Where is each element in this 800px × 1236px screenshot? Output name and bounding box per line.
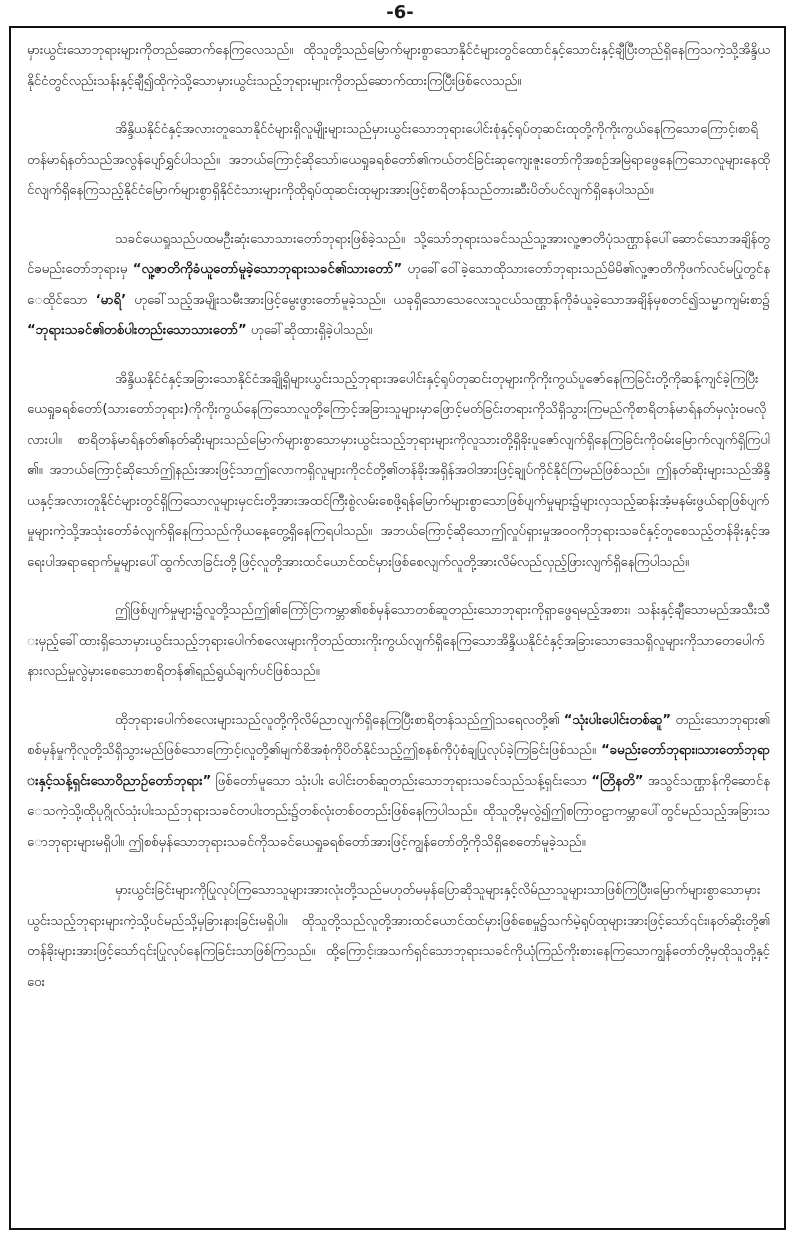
paragraph-6-text: အသွင်သဏ္ဌာန်ကိုဆောင်နေသကဲ့သို့၊ထိုပုဂ္ဂိုလ်သုံးပါးသည်ဘုရားသခင်တပါးတည်း၌တစ်လုံးတစ်ဝတည်းဖြစ်နေကြပါသည်။ ထိုသူတို့မှလွဲ၍ဤစကြာဝဠာကမ္ဘာပေါ်တွင်မည်သည့်အခြားသောဘုရားများမရှိပါ။ ဤစစ်မှန်သောဘုရားသခင်ကိုသခင်ယေရှုခရစ်တော်အားဖြင့်ကျွန်တော်တို့ကိုသိရှိစေတော်မူခဲ့သည်။ <box>27 773 771 850</box>
paragraph-3-text: သခင်ယေရှုသည်ပထမဦးဆုံးသောသားတော်ဘုရားဖြစ်ခဲ့သည်။ သို့သော်ဘုရားသခင်သည်သူ့အားလူ့ဇာတိပုံသဏ္ဌာန်ပေါ်ဆောင်သောအချိန်တွင်ခမည်းတော်ဘုရားမှ <box>27 231 770 277</box>
paragraph-3-text: ဟုခေါ်ဆိုထားရှိခဲ့ပါသည်။ <box>250 323 373 338</box>
paragraph-4: အိန္ဒိယနိုင်ငံနှင့်အခြားသောနိုင်ငံအချို့ရှိများယွင်းသည့်ဘုရားအပေါင်းနှင့်ရုပ်တုဆင်းတုများကိုကိုးကွယ်ပူဇော်နေကြခြင်းတို့ကိုဆန့်ကျင်ခဲ့ကြပြီးယေရှုခရစ်တော်(သားတော်ဘုရား)ကိုကိုးကွယ်နေကြသောလူတို့ကြောင့်အခြားသူများမှာဖြောင့်မတ်ခြင်းတရားကိုသိရှိသွားကြမည်ကိုစာရိတန်မာရ်နတ်မှလုံးဝမလိုလားပါ။ စာရိတန်မာရ်နတ်၏နတ်ဆိုးများသည်မြောက်များစွာသောမှားယွင်းသည့်ဘုရားများကိုလူသားတို့ရှိခိုးပူဇော်လျက်ရှိနေကြခြင်းကိုဝမ်းမြောက်လျက်ရှိကြပါ၏။ အဘယ်ကြောင့်ဆိုသော်ဤနည်းအားဖြင့်သာဤလောကရှိလူများကိုငင်တို့၏တန်ခိုးအရှိန်အဝါအားဖြင့်ချုပ်ကိုင်နိုင်ကြမည်ဖြစ်သည်။ ဤနတ်ဆိုးများသည်အိန္ဒိယနှင့်အလားတူနိုင်ငံများတွင်ရှိကြသောလူများမှငင်းတို့အားအထင်ကြီးစွဲလမ်းစေဖို့ရန်မြောက်များစွာသောဖြစ်ပျက်မှုများ၌များလှသည့်ဆန်းအံ့မနမ်းဖွယ်ရာဖြစ်ပျက်မှုများကဲ့သို့အသုံးတော်ခံလျက်ရှိနေကြသည်ကိုယနေ့တွေ့ရှိနေကြရပါသည်။ အဘယ်ကြောင့်ဆိုသောဤလှုပ်ရှားမှုအဝဝကိုဘုရားသခင်နှင့်တူစေသည့်တန်ခိုးနှင့်အရေးပါအရာရောက်မှုများပေါ်ထွက်လာခြင်းတို့ဖြင့်လူတို့အားထင်ယောင်ထင်မှားဖြစ်စေလျက်လူတို့အားလိမ်လည်လှည့်ဖြားလျက်ရှိနေကြပါသည်။ <box>27 371 770 570</box>
paragraph-1: မှားယွင်းသောဘုရားများကိုတည်ဆောက်နေကြလေသည်။ ထိုသူတို့သည်မြောက်များစွာသောနိုင်ငံများတွင်ထောင်နှင့်သောင်းနှင့်ချီပြီးတည်ရှိနေကြသကဲ့သို့အိန္ဒိယနိုင်ငံတွင်လည်းသန်းနှင့်ချီ၍ထိုကဲ့သို့သောမှားယွင်းသည့်ဘုရားများကိုတည်ဆောက်ထားကြပြီးဖြစ်လေသည်။ <box>27 43 770 89</box>
page-frame <box>9 26 786 1230</box>
paragraph-3-text: ဟုခေါ်ဝေါ်ခဲ့သောထိုသားတော်ဘုရားသည်မိမိ၏လူ့ဇာတိကိုဖက်လင်မပြုတွင်နေထိုင်သော <box>27 262 770 308</box>
emphasis-phrase: “ခမည်းတော်ဘုရား၊သားတော်ဘုရားနှင့်သန့်ရှင်းသောဝိညာဉ်တော်ဘုရား” <box>27 743 770 789</box>
paragraph-5: ဤဖြစ်ပျက်မှုများ၌လူတို့သည်ဤ၏ကြော်ငြာကမ္ဘာ၏စစ်မှန်သောတစ်ဆူတည်းသောဘုရားကိုရှာဖွေရမည့်အစား၊ သန်းနှင့်ချီသောမည်အသီးသီးမှည့်ခေါ်ထားရှိသောမှားယွင်းသည့်ဘုရားပေါက်စလေးများကိုတည်ထားကိုးကွယ်လျက်ရှိနေကြသောအိန္ဒိယနိုင်ငံနှင့်အခြားသောဒေသရှိလူများကိုသာတေပေါက်နားလည်မှုလွဲမှားစေသောစာရိတန်၏ရည်ရွယ်ချက်ပင်ဖြစ်သည်။ <box>27 603 770 679</box>
paragraph-6 <box>27 706 770 859</box>
paragraph-7: မှားယွင်းခြင်းများကိုပြုလုပ်ကြသောသူများအားလုံးတို့သည်မဟုတ်မမှန်ပြောဆိုသူများနှင့်လိမ်ညာသူများသာဖြစ်ကြပြီး၊မြောက်များစွာသောမှားယွင်းသည့်ဘုရားများကဲ့သို့ပင်မည်သို့မှခြားနားခြင်းမရှိပါ။ ထိုသူတို့သည်လူတို့အားထင်ယောင်ထင်မှားဖြစ်စေမှု၌သက်မဲ့ရုပ်ထုများအားဖြင့်သော်၎င်း၊နတ်ဆိုးတို့၏တန်ခိုးများအားဖြင့်သော်၎င်းပြုလုပ်နေကြခြင်းသာဖြစ်ကြသည်။ ထို့ကြောင့်၊အသက်ရှင်သောဘုရားသခင်ကိုယုံကြည်ကိုးစားနေကြသောကျွန်တော်တို့မှထိုသူတို့နှင့်ဝေး <box>27 883 770 990</box>
page-number: -6- <box>386 2 414 23</box>
emphasis-phrase: “လူ့ဇာတိကိုခံယူတော်မူခဲ့သောဘုရားသခင်၏သားတော်” <box>132 262 403 277</box>
paragraph-6-text: ဖြစ်တော်မူသော သုံးပါး ပေါင်းတစ်ဆူတည်းသောဘုရားသခင်သည်သန့်ရှင်းသော <box>215 773 588 789</box>
emphasis-phrase: “တြိနတိ” <box>591 773 644 789</box>
emphasis-phrase: “ဘုရားသခင်၏တစ်ပါးတည်းသောသားတော်” <box>27 323 247 338</box>
paragraph-6-text: ထိုဘုရားပေါက်စလေးများသည်လူတို့ကိုလိမ်ညာလျက်ရှိနေကြပြီးစာရိတန်သည်ဤသရေလတို့၏ <box>115 712 560 728</box>
paragraph-3-text: ဟုခေါ်သည့်အမျိုးသမီးအားဖြင့်မွေးဖွားတော်မူခဲ့သည်။ ယခုရှိသောသေလေးသူငယ်သဏ္ဌာန်ကိုခံယူခဲ့သောအချိန်မှစတင်၍သမ္မာကျမ်းစာ၌ <box>134 292 770 308</box>
paragraph-3 <box>27 225 770 347</box>
paragraph-6-text: တည်းသောဘုရား၏စစ်မှန်မှုကိုလူတို့သိရှိသွားမည်ဖြစ်သောကြောင့်၊လူတို့၏မျက်စိအစုံကိုပိတ်နိုင်သည့်ဤစနစ်ကိုပုံစံချပြုလုပ်ခဲ့ကြခြင်းဖြစ်သည်။ <box>27 712 770 758</box>
emphasis-phrase: “သုံးပါးပေါင်းတစ်ဆူ” <box>563 712 671 728</box>
paragraph-2: အိန္ဒိယနိုင်ငံနှင့်အလားတူသောနိုင်ငံများရှိလူမျိုးများသည်မှားယွင်းသောဘုရားပေါင်းစုံနှင့်ရုပ်တုဆင်းထုတို့ကိုကိုးကွယ်နေကြသောကြောင့်၊စာရိတန်မာရ်နတ်သည်အလွန်ပျော်ရွှင်ပါသည်။ အဘယ်ကြောင့်ဆိုသော်၊ယေရှုခရစ်တော်၏ကယ်တင်ခြင်းဆုကျေးဇူးတော်ကိုအစဉ်အမြဲရာဖွေနေကြသောလူများနေထိုင်လျက်ရှိနေကြသည့်နိုင်ငံမြောက်များစွာရှိနိုင်ငံသားများကိုထိုရုပ်ထုဆင်းထုများအားဖြင့်စာရိတန်သည်တားဆီးပိတ်ပင်လျက်ရှိနေပါသည်။ <box>27 122 770 198</box>
emphasis-phrase: ‘မာရိ’ <box>95 292 127 308</box>
